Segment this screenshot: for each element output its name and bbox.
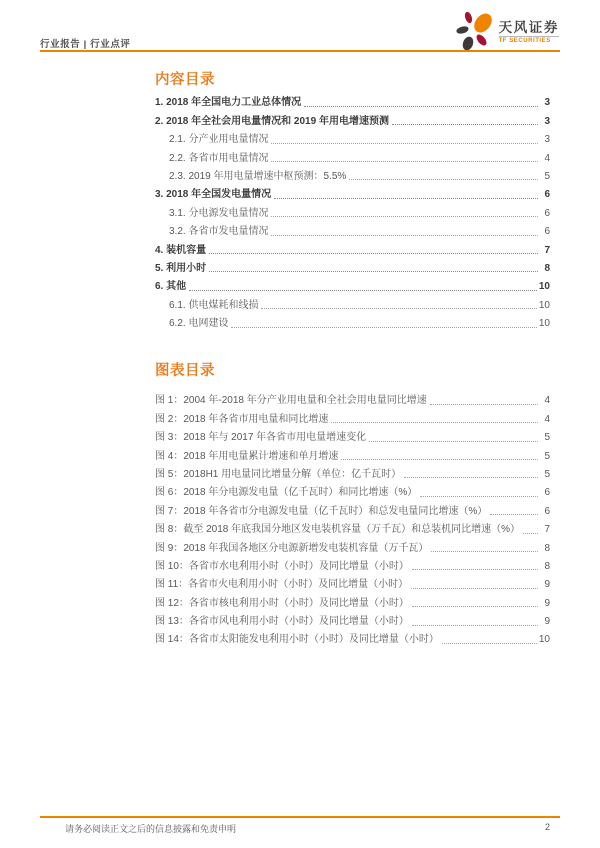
figure-item-label: 图 5：2018H1 用电量同比增量分解（单位：亿千瓦时） — [155, 468, 402, 480]
toc-item[interactable] — [155, 221, 550, 239]
figure-item-label: 图 9：2018 年我国各地区分电源新增发电装机容量（万千瓦） — [155, 542, 429, 554]
toc-item-label: 2.1. 分产业用电量情况 — [169, 134, 269, 146]
dotted-leader — [430, 404, 538, 405]
figure-item-page-number: 9 — [544, 579, 550, 591]
figure-item-label: 图 6：2018 年分电源发电量（亿千瓦时）和同比增速（%） — [155, 487, 418, 499]
dotted-leader — [412, 569, 538, 570]
figure-item-label: 图 2：2018 年各省市用电量和同比增速 — [155, 413, 329, 425]
toc-item-page-number: 10 — [538, 299, 550, 311]
figure-item[interactable] — [155, 611, 550, 629]
toc-title: 内容目录 — [155, 72, 215, 88]
toc-item-label: 1. 2018 年全国电力工业总体情况 — [155, 97, 302, 109]
toc-item-page-number: 3 — [544, 115, 550, 127]
figure-item-page-number: 4 — [544, 413, 550, 425]
toc-item-page-number: 5 — [544, 170, 550, 182]
dotted-leader — [490, 514, 538, 515]
tf-securities-logo — [456, 11, 559, 53]
figure-item-label: 图 1：2004 年-2018 年分产业用电量和全社会用电量同比增速 — [155, 395, 427, 407]
figure-item-page-number: 5 — [544, 450, 550, 462]
toc-item-label: 6. 其他 — [155, 281, 187, 293]
toc-item[interactable] — [155, 129, 550, 147]
figure-item[interactable] — [155, 537, 550, 555]
toc-item-label: 3. 2018 年全国发电量情况 — [155, 189, 272, 201]
figure-item-label: 图 7：2018 年各省市分电源发电量（亿千瓦时）和总发电量同比增速（%） — [155, 505, 488, 517]
figure-item-page-number: 6 — [544, 505, 550, 517]
figure-item[interactable] — [155, 464, 550, 482]
dotted-leader — [369, 441, 538, 442]
dotted-leader — [404, 477, 538, 478]
toc-item[interactable] — [155, 92, 550, 110]
dotted-leader — [523, 533, 538, 534]
figure-item-label: 图 8：截至 2018 年底我国分地区发电装机容量（万千瓦）和总装机同比增速（%） — [155, 524, 521, 536]
toc-item[interactable] — [155, 202, 550, 220]
toc-item-page-number: 6 — [544, 226, 550, 238]
figure-item-page-number: 9 — [544, 597, 550, 609]
dotted-leader — [442, 643, 537, 644]
figure-item-page-number: 10 — [538, 634, 550, 646]
toc-item[interactable] — [155, 258, 550, 276]
figures-title: 图表目录 — [155, 363, 215, 379]
figure-item-label: 图 12：各省市核电利用小时（小时）及同比增量（小时） — [155, 597, 409, 609]
dotted-leader — [209, 253, 538, 254]
toc-item[interactable] — [155, 294, 550, 312]
figure-item-page-number: 5 — [544, 432, 550, 444]
dotted-leader — [412, 625, 538, 626]
footer-disclaimer: 请务必阅读正文之后的信息披露和免责申明 — [65, 824, 237, 834]
figure-item[interactable] — [155, 519, 550, 537]
dotted-leader — [411, 588, 538, 589]
toc-item-page-number: 3 — [544, 97, 550, 109]
dotted-leader — [271, 216, 538, 217]
toc-item-label: 2.3. 2019 年用电量增速中枢预测：5.5% — [169, 170, 347, 182]
toc-item-page-number: 6 — [544, 189, 550, 201]
logo-cn-name: 天风证券 — [498, 19, 559, 35]
figure-item[interactable] — [155, 556, 550, 574]
figure-item-page-number: 7 — [544, 524, 550, 536]
figures-section — [155, 362, 550, 647]
figure-item[interactable] — [155, 592, 550, 610]
toc-item[interactable] — [155, 110, 550, 128]
figure-item[interactable] — [155, 629, 550, 647]
figure-item[interactable] — [155, 500, 550, 518]
toc-item[interactable] — [155, 147, 550, 165]
toc-item-page-number: 7 — [544, 244, 550, 256]
toc-list — [155, 92, 550, 331]
dotted-leader — [271, 161, 538, 162]
dotted-leader — [209, 271, 538, 272]
figure-item-label: 图 13：各省市风电利用小时（小时）及同比增量（小时） — [155, 616, 409, 628]
figure-item-label: 图 11：各省市火电利用小时（小时）及同比增量（小时） — [155, 579, 409, 591]
toc-item[interactable] — [155, 239, 550, 257]
toc-item-label: 2.2. 各省市用电量情况 — [169, 152, 269, 164]
figure-item[interactable] — [155, 408, 550, 426]
figure-item[interactable] — [155, 390, 550, 408]
toc-item-label: 6.1. 供电煤耗和线损 — [169, 299, 259, 311]
dotted-leader — [341, 459, 538, 460]
toc-item-label: 2. 2018 年全社会用电量情况和 2019 年用电增速预测 — [155, 115, 389, 127]
figure-item-label: 图 10：各省市水电利用小时（小时）及同比增量（小时） — [155, 560, 409, 572]
figure-item-page-number: 8 — [544, 560, 550, 572]
dotted-leader — [420, 496, 538, 497]
toc-item-label: 3.2. 各省市发电量情况 — [169, 226, 269, 238]
dotted-leader — [271, 235, 538, 236]
footer-page-number: 2 — [544, 822, 550, 832]
toc-item-label: 4. 装机容量 — [155, 244, 207, 256]
toc-item-page-number: 10 — [538, 318, 550, 330]
figure-item-page-number: 6 — [544, 487, 550, 499]
dotted-leader — [392, 124, 538, 125]
figures-list — [155, 390, 550, 647]
dotted-leader — [261, 308, 536, 309]
figure-item[interactable] — [155, 445, 550, 463]
toc-item-page-number: 3 — [544, 134, 550, 146]
figure-item-label: 图 3：2018 年与 2017 年各省市用电量增速变化 — [155, 432, 367, 444]
toc-item-page-number: 6 — [544, 207, 550, 219]
figure-item-page-number: 8 — [544, 542, 550, 554]
figure-item-label: 图 4：2018 年用电量累计增速和单月增速 — [155, 450, 339, 462]
toc-item-label: 5. 利用小时 — [155, 262, 207, 274]
toc-item-label: 3.1. 分电源发电量情况 — [169, 207, 269, 219]
dotted-leader — [304, 106, 538, 107]
figure-item-label: 图 14：各省市太阳能发电利用小时（小时）及同比增量（小时） — [155, 634, 439, 646]
toc-item[interactable] — [155, 276, 550, 294]
dotted-leader — [274, 198, 538, 199]
dotted-leader — [412, 606, 538, 607]
figure-item[interactable] — [155, 427, 550, 445]
report-type-label: 行业报告 | 行业点评 — [40, 39, 131, 50]
toc-item[interactable] — [155, 313, 550, 331]
dotted-leader — [349, 179, 538, 180]
dotted-leader — [331, 422, 538, 423]
toc-item[interactable] — [155, 166, 550, 184]
dotted-leader — [271, 143, 538, 144]
dotted-leader — [231, 327, 536, 328]
toc-item-page-number: 10 — [538, 281, 550, 293]
toc-item-page-number: 4 — [544, 152, 550, 164]
logo-en-name: TF SECURITIES — [499, 36, 559, 45]
toc-item-page-number: 8 — [544, 262, 550, 274]
toc-section — [155, 71, 550, 331]
dotted-leader — [431, 551, 538, 552]
figure-item-page-number: 9 — [544, 616, 550, 628]
toc-item-label: 6.2. 电网建设 — [169, 318, 229, 330]
figure-item-page-number: 4 — [544, 395, 550, 407]
figure-item-page-number: 5 — [544, 468, 550, 480]
dotted-leader — [189, 290, 537, 291]
header-divider — [40, 50, 560, 52]
toc-item[interactable] — [155, 184, 550, 202]
figure-item[interactable] — [155, 482, 550, 500]
figure-item[interactable] — [155, 574, 550, 592]
tf-logo-pinwheel-icon — [456, 11, 494, 53]
footer-divider — [40, 816, 560, 818]
